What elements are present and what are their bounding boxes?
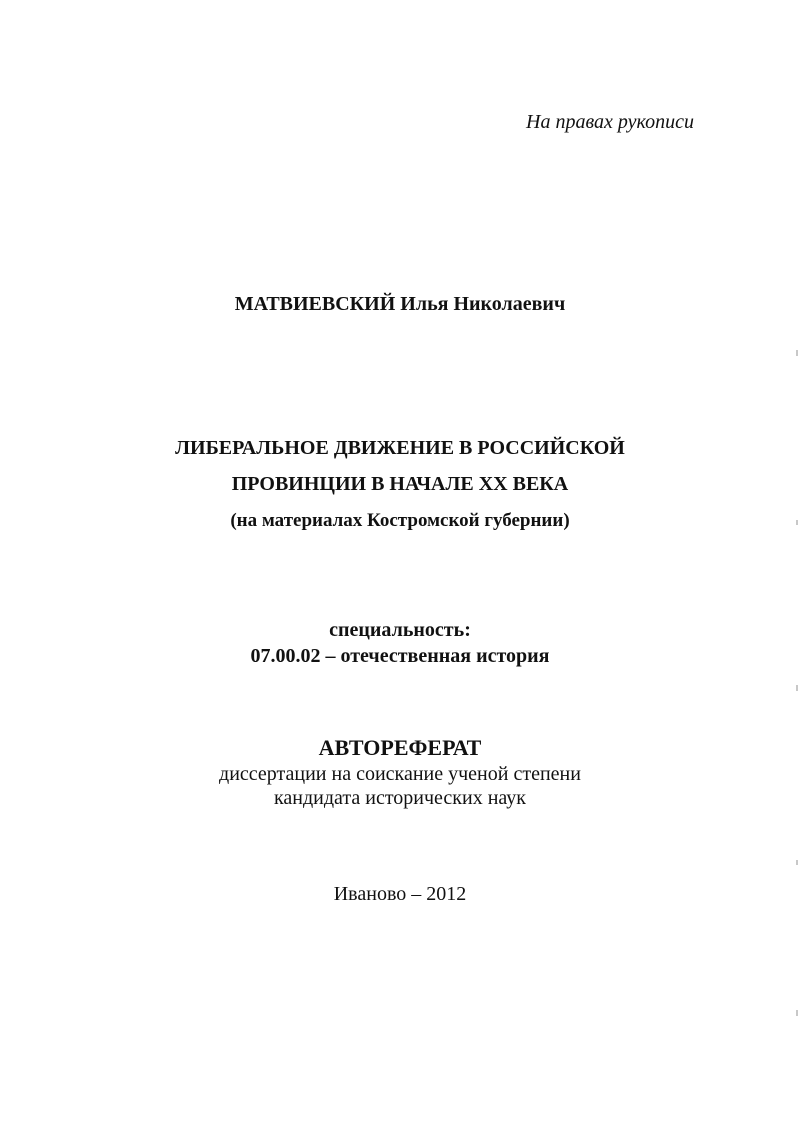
scan-edge-mark: [796, 1010, 798, 1016]
scan-edge-mark: [796, 520, 798, 525]
degree-line-2: кандидата исторических наук: [273, 787, 527, 809]
scan-edge-mark: [796, 685, 798, 691]
specialty-label: специальность:: [329, 619, 471, 641]
subtitle: (на материалах Костромской губернии): [230, 510, 570, 531]
author-name: МАТВИЕВСКИЙ Илья Николаевич: [234, 293, 566, 315]
title-line-1: ЛИБЕРАЛЬНОЕ ДВИЖЕНИЕ В РОССИЙСКОЙ: [175, 437, 625, 459]
document-type: АВТОРЕФЕРАТ: [318, 735, 482, 760]
degree-line-1: диссертации на соискание ученой степени: [219, 763, 581, 785]
manuscript-note: На правах рукописи: [526, 111, 694, 133]
scan-edge-mark: [796, 860, 798, 865]
specialty-value: 07.00.02 – отечественная история: [250, 645, 550, 667]
scan-edge-mark: [796, 350, 798, 356]
place-year: Иваново – 2012: [333, 883, 467, 905]
title-line-2: ПРОВИНЦИИ В НАЧАЛЕ XX ВЕКА: [231, 473, 569, 495]
